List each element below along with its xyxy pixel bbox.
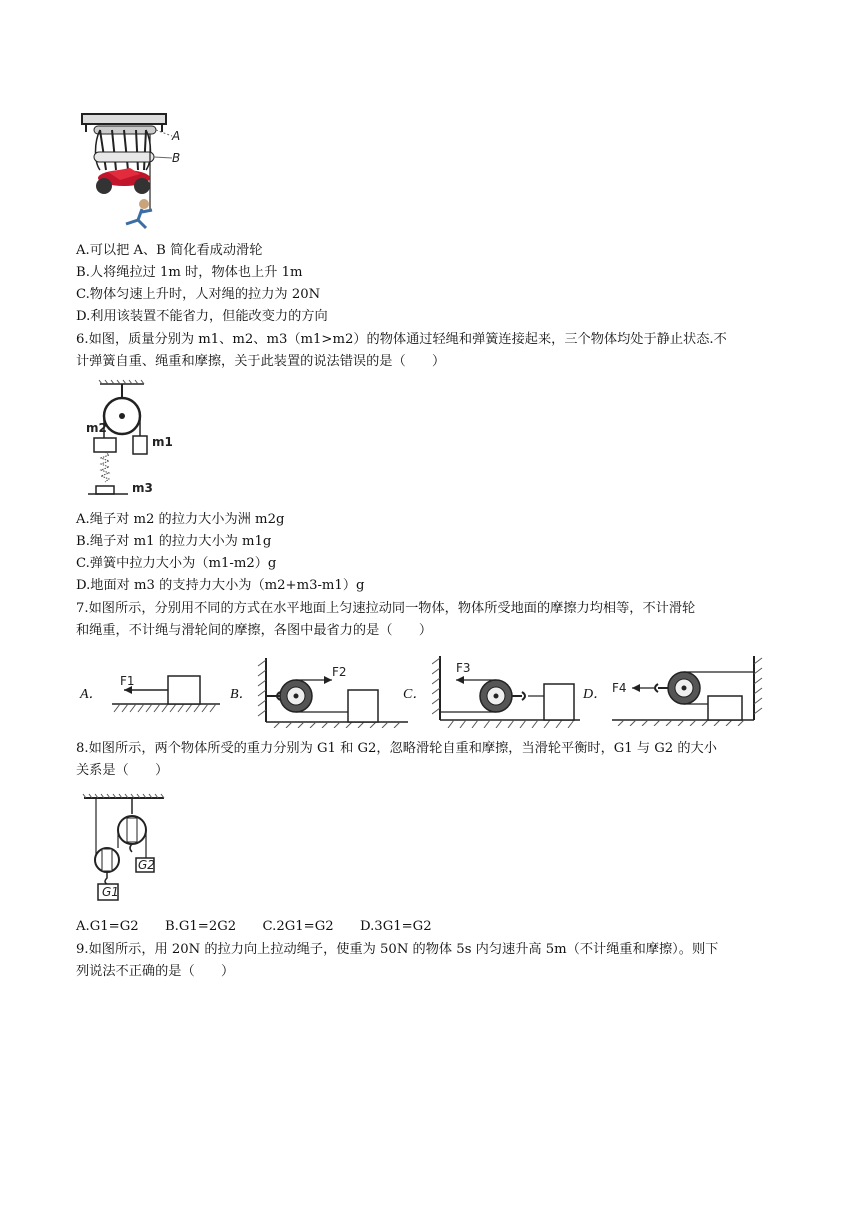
- q7-option-letter-a: A．: [80, 687, 103, 702]
- q6-stem-line2: 计弹簧自重、绳重和摩擦，关于此装置的说法错误的是（ ）: [76, 354, 446, 369]
- q7-force-f4: F4: [612, 681, 627, 695]
- q7-option-letter-c: C．: [403, 687, 427, 702]
- q8-pulley-figure: [80, 792, 170, 904]
- q6-label-m2: m2: [86, 421, 107, 435]
- q6-option-c: C.弹簧中拉力大小为（m1-m2）g: [76, 556, 277, 571]
- q6-label-m3: m3: [132, 481, 153, 495]
- q7-stem-line2: 和绳重，不计绳与滑轮间的摩擦，各图中最省力的是（ ）: [76, 623, 433, 638]
- q5-option-c: C.物体匀速上升时，人对绳的拉力为 20N: [76, 287, 321, 302]
- q6-option-b: B.绳子对 m1 的拉力大小为 m1g: [76, 534, 272, 549]
- q6-label-m1: m1: [152, 435, 173, 449]
- q7-force-f3: F3: [456, 661, 471, 675]
- q7-force-f2: F2: [332, 665, 347, 679]
- person-icon: [126, 199, 152, 228]
- q7-option-letter-d: D．: [583, 687, 608, 702]
- q5-option-a: A.可以把 A、B 简化看成动滑轮: [76, 243, 263, 258]
- q7-figure-d: [608, 654, 768, 726]
- q6-option-d: D.地面对 m3 的支持力大小为（m2+m3-m1）g: [76, 578, 365, 593]
- q7-figure-b: [256, 656, 412, 728]
- q8-label-g1: G1: [102, 885, 119, 899]
- q8-label-g2: G2: [138, 858, 155, 872]
- q9-stem-line2: 列说法不正确的是（ ）: [76, 964, 235, 979]
- q7-force-f1: F1: [120, 674, 135, 688]
- q5-label-a: A: [172, 129, 181, 143]
- q8-stem-line2: 关系是（ ）: [76, 763, 169, 778]
- q7-stem-line1: 7.如图所示，分别用不同的方式在水平地面上匀速拉动同一物体，物体所受地面的摩擦力均相等，不计滑轮: [76, 601, 696, 616]
- q5-option-d: D.利用该装置不能省力，但能改变力的方向: [76, 309, 328, 324]
- q6-stem-line1: 6.如图，质量分别为 m1、m2、m3（m1>m2）的物体通过轻绳和弹簧连接起来，三个物体均处于静止状态.不: [76, 332, 727, 347]
- q9-stem-line1: 9.如图所示，用 20N 的拉力向上拉动绳子，使重为 50N 的物体 5s 内匀速升高 5m（不计绳重和摩擦）。则下: [76, 942, 719, 957]
- q7-figure-c: [432, 654, 584, 728]
- q8-options: A.G1=G2 B.G1=2G2 C.2G1=G2 D.3G1=G2: [76, 919, 432, 934]
- q6-pulley-spring-figure: [82, 378, 192, 502]
- q6-option-a: A.绳子对 m2 的拉力大小为洲 m2g: [76, 512, 285, 527]
- q5-label-b: B: [172, 151, 181, 165]
- q5-option-b: B.人将绳拉过 1m 时，物体也上升 1m: [76, 265, 303, 280]
- q7-option-letter-b: B．: [230, 687, 253, 702]
- q7-figure-a: [108, 664, 224, 716]
- motorcycle-icon: [96, 168, 150, 194]
- q5-pulley-figure: [80, 112, 190, 232]
- q8-stem-line1: 8.如图所示，两个物体所受的重力分别为 G1 和 G2，忽略滑轮自重和摩擦，当滑轮平衡时，G1 与 G2 的大小: [76, 741, 717, 756]
